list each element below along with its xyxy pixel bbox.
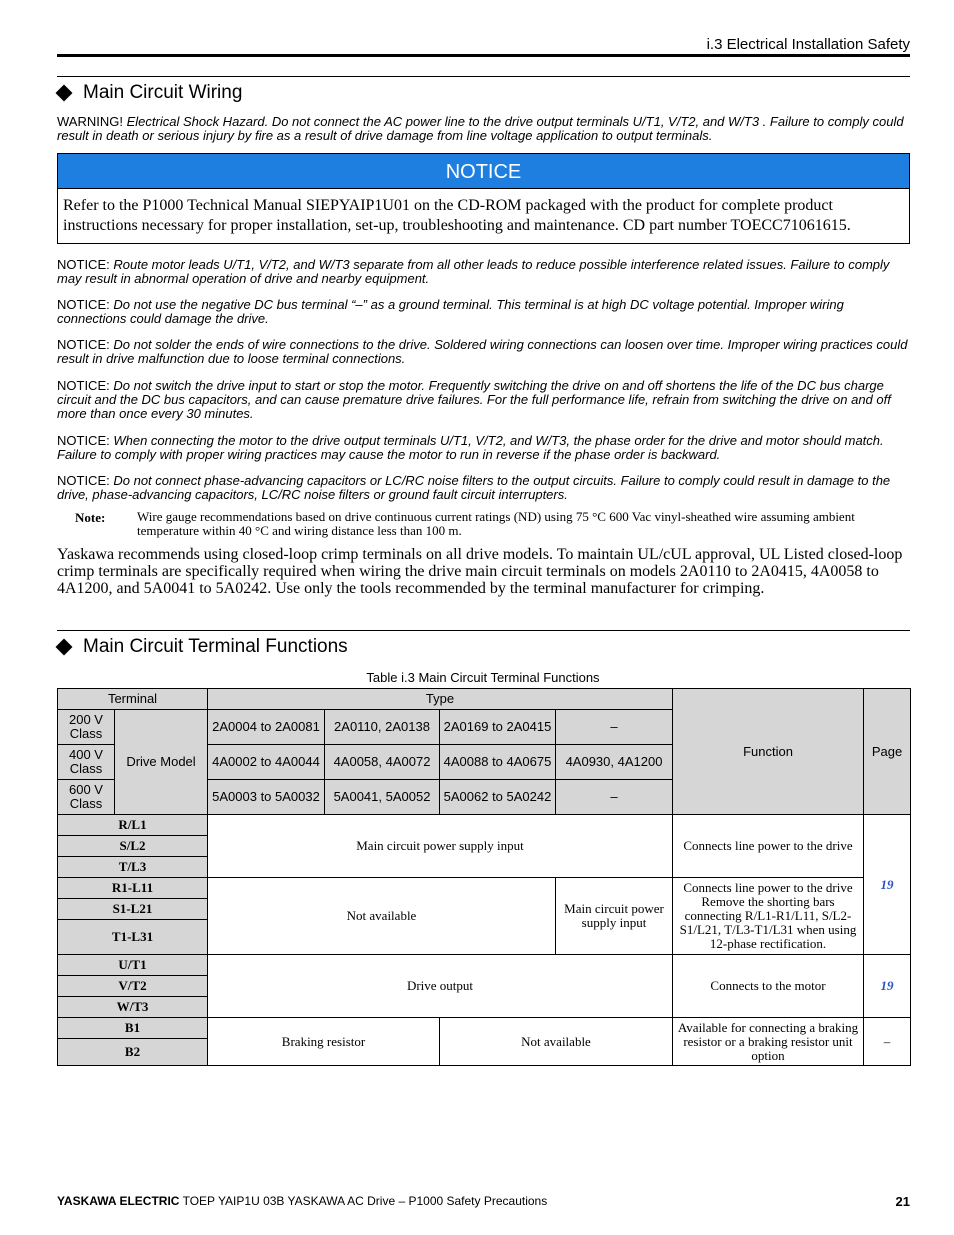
type-cell: Main circuit power supply input [208,815,673,878]
function-header: Function [673,689,864,815]
function-cell: Available for connecting a braking resistor or a braking resistor unit option [673,1018,864,1066]
section-divider [57,76,910,77]
warning-text: Electrical Shock Hazard. Do not connect the AC power line to the drive output terminals U/T1, V/T2, and W/T3 . Failure to comply could result in death or serious injury by fire as a result of drive damage from line voltage application to output terminals. [57,114,904,143]
page-header: Page [864,689,911,815]
notice-text: Do not switch the drive input to start or stop the motor. Frequently switching the drive on and off shortens the life of the DC bus charge circuit and the DC bus capacitors, and can cause premature drive failures. For the full performance life, refrain from switching the drive on and off more than once every 30 minutes. [57,378,891,421]
table-row [58,815,911,836]
notice-message [57,298,912,326]
notice-label: NOTICE: [57,257,110,272]
header-rule [57,54,910,57]
terminal-name: R/L1 [58,815,208,836]
type-cell: Drive output [208,955,673,1018]
terminal-name: T/L3 [58,857,208,878]
model-cell: – [556,780,673,815]
model-cell: 2A0004 to 2A0081 [208,710,325,745]
type-cell: Braking resistor [208,1018,440,1066]
terminal-name: V/T2 [58,976,208,997]
notice-message [57,474,912,502]
notice-text: Do not solder the ends of wire connections to the drive. Soldered wiring connections can loosen over time. Improper wiring practices could result in drive malfunction due to loose terminal connections. [57,337,908,366]
note-text: Wire gauge recommendations based on drive continuous current ratings (ND) using 75 °C 600 Vac vinyl-sheathed wire assuming ambient temperature within 40 °C and wiring distance less than 100 m. [137,509,855,538]
footer-doc-title: TOEP YAIP1U 03B YASKAWA AC Drive – P1000 Safety Precautions [179,1194,548,1208]
warning-label: WARNING! [57,114,123,129]
model-cell: 4A0088 to 4A0675 [440,745,556,780]
type-header: Type [208,689,673,710]
notice-message [57,379,912,421]
section-heading [57,636,348,658]
body-paragraph: Yaskawa recommends using closed-loop crimp terminals on all drive models. To maintain UL/cUL approval, UL Listed closed-loop crimp terminals are specifically required when wiring the drive main circuit terminals on models 2A0110 to 2A0415, 4A0058 to 4A1200, and 5A0041 to 5A0242. Use only the tools recommended by the terminal manufacturer for crimping. [57,546,903,597]
terminal-name: U/T1 [58,955,208,976]
table-header-row [58,689,911,710]
warning-message [57,115,912,143]
model-cell: 4A0058, 4A0072 [325,745,440,780]
section-heading [57,82,242,104]
drive-model-header: Drive Model [115,710,208,815]
model-cell: 2A0110, 2A0138 [325,710,440,745]
terminal-functions-table [57,688,911,1066]
class-label: 600 V Class [58,780,115,815]
model-cell: 5A0062 to 5A0242 [440,780,556,815]
notice-message [57,258,912,286]
terminal-name: T1-L31 [58,920,208,955]
table-row [58,1018,911,1039]
diamond-bullet-icon [56,639,73,656]
terminal-header: Terminal [58,689,208,710]
model-cell: 2A0169 to 2A0415 [440,710,556,745]
terminal-name: B1 [58,1018,208,1039]
class-label: 200 V Class [58,710,115,745]
diamond-bullet-icon [56,85,73,102]
terminal-name: S1-L21 [58,899,208,920]
table-caption: Table i.3 Main Circuit Terminal Functions [366,670,600,685]
footer-brand: YASKAWA ELECTRIC [57,1194,180,1208]
running-header-title: i.3 Electrical Installation Safety [706,36,910,53]
notice-box [57,153,910,244]
model-cell: 4A0002 to 4A0044 [208,745,325,780]
notice-label: NOTICE: [57,378,110,393]
class-label: 400 V Class [58,745,115,780]
notice-label: NOTICE: [57,473,110,488]
page-ref: 19 [864,955,911,1018]
type-cell: Main circuit power supply input [556,878,673,955]
page-ref: – [864,1018,911,1066]
notice-label: NOTICE: [57,297,110,312]
terminal-name: R1-L11 [58,878,208,899]
notice-text: When connecting the motor to the drive output terminals U/T1, V/T2, and W/T3, the phase order for the drive and motor should match. Failure to comply with proper wiring practices may cause the motor to run in reverse if the phase order is backward. [57,433,884,462]
note-label: Note: [75,510,106,525]
section-title: Main Circuit Wiring [83,82,243,103]
model-cell: 4A0930, 4A1200 [556,745,673,780]
model-cell: – [556,710,673,745]
section-divider [57,630,910,631]
notice-body: Refer to the P1000 Technical Manual SIEPYAIP1U01 on the CD-ROM packaged with the product for complete product instructions necessary for proper installation, set-up, troubleshooting and maintenance. CD part number TOECC71061615. [63,197,851,234]
model-cell: 5A0041, 5A0052 [325,780,440,815]
notice-heading: NOTICE [58,154,909,189]
function-cell: Connects line power to the drive Remove the shorting bars connecting R/L1-R1/L11, S/L2-S1/L21, T/L3-T1/L31 when using 12-phase rectification. [673,878,864,955]
notice-message [57,434,912,462]
table-row [58,955,911,976]
type-cell: Not available [208,878,556,955]
section-title: Main Circuit Terminal Functions [83,636,348,657]
page-number: 21 [895,1194,910,1209]
notice-label: NOTICE: [57,337,110,352]
notice-text: Do not connect phase-advancing capacitors or LC/RC noise filters to the output circuits. Failure to comply could result in damage to the drive, phase-advancing capacitors, LC/RC noise filters or ground fault circuit interrupters. [57,473,891,502]
terminal-name: S/L2 [58,836,208,857]
model-cell: 5A0003 to 5A0032 [208,780,325,815]
notice-label: NOTICE: [57,433,110,448]
table-row [58,878,911,899]
terminal-name: W/T3 [58,997,208,1018]
page-footer [57,1194,547,1208]
function-cell: Connects line power to the drive [673,815,864,878]
notice-text: Do not use the negative DC bus terminal “–” as a ground terminal. This terminal is at high DC voltage potential. Improper wiring connections could damage the drive. [57,297,844,326]
terminal-name: B2 [58,1039,208,1066]
function-cell: Connects to the motor [673,955,864,1018]
type-cell: Not available [440,1018,673,1066]
notice-message [57,338,912,366]
page-ref: 19 [864,815,911,955]
notice-text: Route motor leads U/T1, V/T2, and W/T3 separate from all other leads to reduce possible interference related issues. Failure to comply may result in abnormal operation of drive and nearby equipment. [57,257,890,286]
